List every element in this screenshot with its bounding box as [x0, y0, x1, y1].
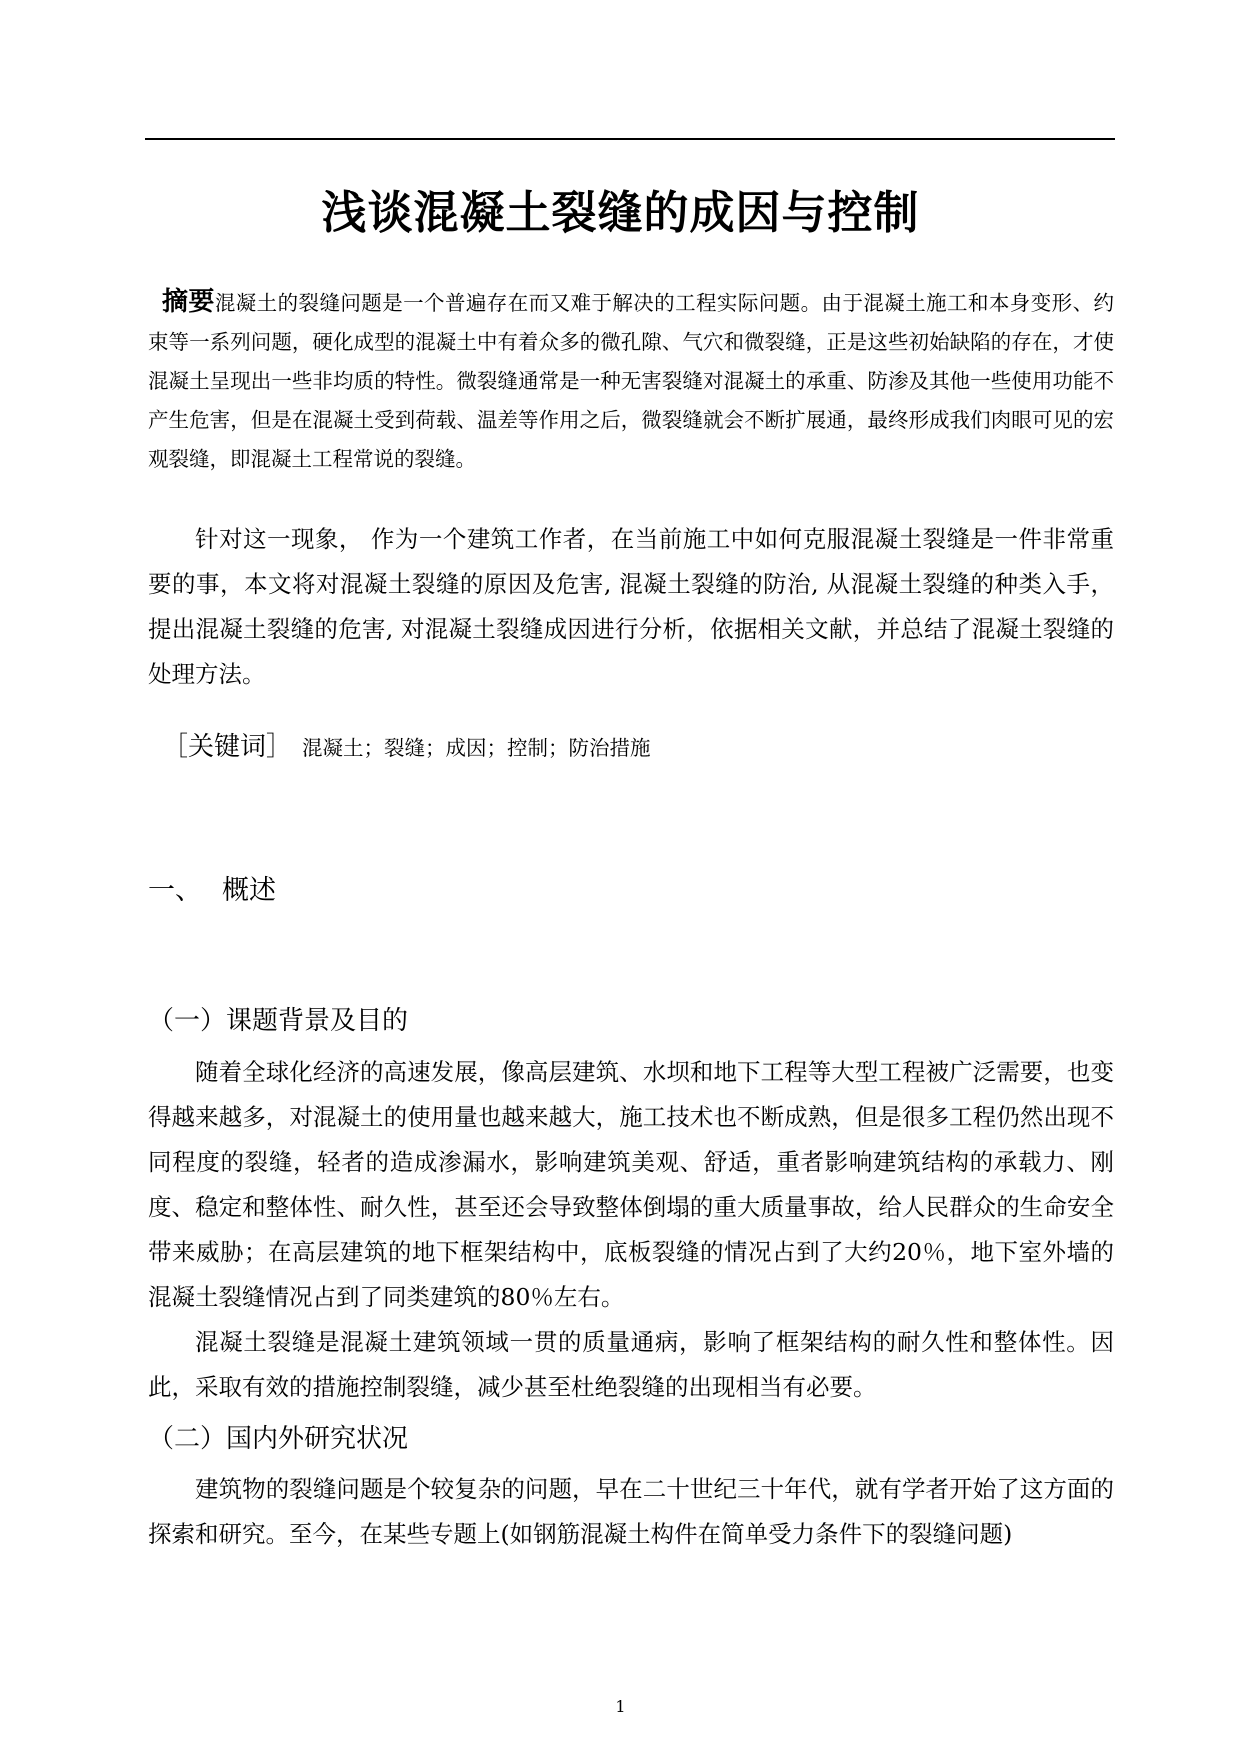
body-paragraph-3: 建筑物的裂缝问题是个较复杂的问题，早在二十世纪三十年代，就有学者开始了这方面的探索和研究。至今，在某些专题上(如钢筋混凝土构件在简单受力条件下的裂缝问题) — [148, 1475, 1114, 1548]
body-paragraph-1: 随着全球化经济的高速发展，像高层建筑、水坝和地下工程等大型工程被广泛需要，也变得越来越多，对混凝土的使用量也越来越大，施工技术也不断成熟，但是很多工程仍然出现不同程度的裂缝，轻者的造成渗漏水，影响建筑美观、舒适，重者影响建筑结构的承载力、刚度、稳定和整体性、耐久性，甚至还会导致整体倒塌的重大质量事故，给人民群众的生命安全带来威胁；在高层建筑的地下框架结构中，底板裂缝的情况占到了大约20％，地下室外墙的混凝土裂缝情况占到了同类建筑的80％左右。 — [148, 1058, 1114, 1311]
document-title: 浅谈混凝土裂缝的成因与控制 — [321, 186, 920, 239]
header-rule — [145, 138, 1115, 140]
keywords — [162, 726, 1062, 763]
section-number: 一、 — [148, 875, 202, 906]
abstract-text: 混凝土的裂缝问题是一个普遍存在而又难于解决的工程实际问题。由于混凝土施工和本身变形、约束等一系列问题，硬化成型的混凝土中有着众多的微孔隙、气穴和微裂缝，正是这些初始缺陷的存在，才使混凝土呈现出一些非均质的特性。微裂缝通常是一种无害裂缝对混凝土的承重、防渗及其他一些使用功能不产生危害，但是在混凝土受到荷载、温差等作用之后，微裂缝就会不断扩展通，最终形成我们肉眼可见的宏观裂缝，即混凝土工程常说的裂缝。 — [148, 291, 1114, 471]
page-number: 1 — [615, 1697, 626, 1716]
section-title: 概述 — [222, 875, 276, 906]
subsection-heading-2: （二）国内外研究状况 — [148, 1424, 409, 1454]
keywords-text: 混凝土；裂缝；成因；控制；防治措施 — [302, 736, 651, 760]
intro-paragraph: 针对这一现象， 作为一个建筑工作者，在当前施工中如何克服混凝土裂缝是一件非常重要的事，本文将对混凝土裂缝的原因及危害, 混凝土裂缝的防治, 从混凝土裂缝的种类入手，提出混凝土裂缝的危害, 对混凝土裂缝成因进行分析，依据相关文献，并总结了混凝土裂缝的处理方法。 — [148, 525, 1114, 688]
subsection-heading-1: （一）课题背景及目的 — [148, 1006, 409, 1036]
keywords-label: ［关键词］ — [162, 732, 293, 762]
abstract-label: 摘要 — [162, 287, 215, 317]
abstract — [148, 283, 1114, 479]
section-heading — [148, 868, 276, 907]
body-paragraph-2: 混凝土裂缝是混凝土建筑领域一贯的质量通病，影响了框架结构的耐久性和整体性。因此，采取有效的措施控制裂缝，减少甚至杜绝裂缝的出现相当有必要。 — [148, 1328, 1114, 1401]
